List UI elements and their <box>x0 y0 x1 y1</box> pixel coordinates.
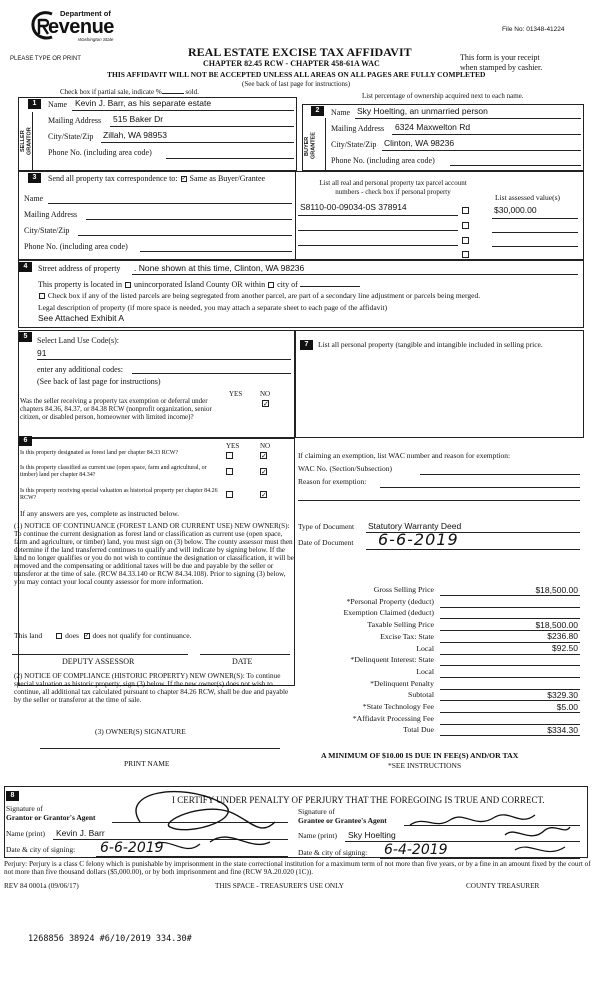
if-yes-text: If any answers are yes, complete as instructed below. <box>20 509 180 518</box>
tax-row-label: Subtotal <box>408 690 434 700</box>
tax-row-label: *State Technology Fee <box>362 702 434 711</box>
buyer-city-label: City/State/Zip <box>331 140 377 149</box>
buyer-city-value: Clinton, WA 98236 <box>384 138 455 148</box>
historic-no-checkbox[interactable]: ✓ <box>261 491 267 499</box>
street-value: . None shown at this time, Clinton, WA 98236 <box>134 263 305 273</box>
grantee-date-label: Date & city of signing: <box>298 848 368 857</box>
minimum-fee-text: A MINIMUM OF $10.00 IS DUE IN FEE(S) AND/OR TAX <box>321 751 519 760</box>
perjury-text: Perjury: Perjury is a class C felony which is punishable by imprisonment in the state correctional institution for a maximum term of not more than five years, or by a fine in an amount fixed by the court of not more than five thousand dollars ($5,000.00), or by both imprisonment and fine (RCW 9A.20.020 (1C)). <box>4 860 591 877</box>
located-text: This property is located in unincorporated Island County OR within city of <box>38 280 360 289</box>
wac-number-label: WAC No. (Section/Subsection) <box>298 464 392 473</box>
grantee-name-value: Sky Hoelting <box>348 830 396 840</box>
section-6-number: 6 <box>19 436 32 446</box>
grantor-date-label: Date & city of signing: <box>6 845 76 854</box>
tax-row-label: Local <box>416 666 434 676</box>
seller-mailing-label: Mailing Address <box>48 116 102 125</box>
tax-row-value: $329.30 <box>547 689 578 700</box>
print-name-label: PRINT NAME <box>124 759 170 768</box>
grantor-signature <box>100 782 300 862</box>
form-chapter: CHAPTER 82.45 RCW - CHAPTER 458-61A WAC <box>203 59 380 68</box>
grantee-sig-label-1: Signature of <box>298 807 335 816</box>
see-instructions-text: *SEE INSTRUCTIONS <box>388 761 462 770</box>
grantee-name-label: Name (print) <box>298 831 337 840</box>
treasurer-space-text: THIS SPACE - TREASURER'S USE ONLY <box>215 882 344 890</box>
s6-no-header: NO <box>260 442 271 450</box>
grantor-date-value: 6-6-2019 <box>100 840 164 856</box>
personal-property-checkbox-1[interactable] <box>462 207 469 214</box>
legal-desc-value: See Attached Exhibit A <box>38 313 125 323</box>
certify-text: I CERTIFY UNDER PENALTY OF PERJURY THAT THE FOREGOING IS TRUE AND CORRECT. <box>172 795 545 805</box>
grantor-name-value: Kevin J. Barr <box>56 828 105 838</box>
section-2-number: 2 <box>311 106 324 116</box>
tax-row-label: Total Due <box>403 725 434 735</box>
buyer-side-label: BUYER GRANTEE <box>304 132 317 160</box>
doc-type-label: Type of Document <box>298 522 355 531</box>
parcel-number-1: S8110-00-09034-0S 378914 <box>300 202 407 212</box>
land-use-see-back: (See back of last page for instructions) <box>37 377 161 386</box>
tax-row-value: $18,500.00 <box>535 619 578 630</box>
legal-desc-label: Legal description of property (if more space is needed, you may attach a separate sheet to each page of the affidavit) <box>38 303 388 312</box>
historic-question: Is this property receiving special valuation as historical property per chapter 84.26 RCW? <box>20 488 218 501</box>
s6-yes-header: YES <box>226 442 240 450</box>
exemption-no-checkbox[interactable]: ✓ <box>263 400 269 408</box>
cashier-stamp: 1268856 38924 #6/10/2019 334.30# <box>28 934 192 944</box>
same-as-buyer-checkbox[interactable]: ✓ <box>181 176 187 183</box>
tax-row-label: Exemption Claimed (deduct) <box>343 608 434 618</box>
receipt-text-1: This form is your receipt <box>460 53 540 62</box>
assessed-value-1: $30,000.00 <box>494 205 537 215</box>
tax-row-value: $334.30 <box>547 724 578 735</box>
parcel-header-1: List all real and personal property tax parcel account <box>319 179 467 187</box>
grantee-date-value: 6-4-2019 <box>384 842 448 858</box>
land-use-label: Select Land Use Code(s): <box>37 336 119 345</box>
exemption-reason-label: Reason for exemption: <box>298 477 367 486</box>
historic-yes-checkbox[interactable] <box>226 491 233 498</box>
grantor-sig-label-1: Signature of <box>6 804 43 813</box>
corr-phone-label: Phone No. (including area code) <box>24 242 128 251</box>
buyer-mailing-label: Mailing Address <box>331 124 385 133</box>
tax-row-label: *Delinquent Interest: State <box>350 655 434 665</box>
rev-number: REV 84 0001a (09/06/17) <box>4 882 79 890</box>
section-8-number: 8 <box>6 791 19 801</box>
land-use-no-header: NO <box>260 390 271 398</box>
buyer-name-label: Name <box>331 108 351 117</box>
buyer-phone-label: Phone No. (including area code) <box>331 156 435 165</box>
corr-mailing-label: Mailing Address <box>24 210 78 219</box>
corr-name-label: Name <box>24 194 44 203</box>
current-use-question: Is this property classified as current use (open space, farm and agricultural, or timber) land per chapter 84.34? <box>20 465 207 478</box>
grantee-sig-label-2: Grantee or Grantee's Agent <box>298 816 387 825</box>
seller-phone-label: Phone No. (including area code) <box>48 148 152 157</box>
section-7-number: 7 <box>300 340 313 350</box>
tax-row-value: $18,500.00 <box>535 584 578 595</box>
section-3-number: 3 <box>28 173 41 183</box>
grantor-name-label: Name (print) <box>6 829 45 838</box>
tax-row-label: *Personal Property (deduct) <box>346 596 434 606</box>
segregated-checkbox[interactable] <box>39 293 45 299</box>
qualify-text: This land does ✓ does not qualify for continuance. <box>14 631 192 640</box>
corr-city-label: City/State/Zip <box>24 226 70 235</box>
street-label: Street address of property <box>38 264 121 273</box>
tax-row-value: $236.80 <box>547 631 578 642</box>
land-use-code: 91 <box>37 348 47 358</box>
please-type-text: PLEASE TYPE OR PRINT <box>10 56 81 62</box>
personal-property-text: List all personal property (tangible and intangible included in selling price. <box>318 340 543 349</box>
grantee-signature <box>405 805 575 865</box>
notice-of-continuance: (1) NOTICE OF CONTINUANCE (FOREST LAND OR CURRENT USE) NEW OWNER(S): To continue the current designation as forest land or classification as current use (open space, farm and agriculture, or timber) land, you must sign on (3) below. The county assessor must then determine if the land transferred continues to qualify and will indicate by signing below. If the land no longer qualifies or you do not wish to continue the designation or classification, it will be removed and the compensating or additional taxes will be due and payable by the seller or transferor at the time of sale. (RCW 84.33.140 or RCW 84.34.108). Prior to signing (3) below, you may contact your local county assessor for more information. <box>14 522 294 587</box>
state-text: Washington State <box>78 37 114 42</box>
deputy-assessor-label: DEPUTY ASSESSOR <box>62 657 135 666</box>
warning-text: THIS AFFIDAVIT WILL NOT BE ACCEPTED UNLESS ALL AREAS ON ALL PAGES ARE FULLY COMPLETED <box>107 70 486 79</box>
buyer-name-value: Sky Hoelting, an unmarried person <box>357 106 488 116</box>
tax-row-label: Excise Tax: State <box>380 631 434 641</box>
seller-name-value: Kevin J. Barr, as his separate estate <box>75 98 212 108</box>
seller-side-label: SELLER GRANTOR <box>20 127 33 155</box>
doc-date-label: Date of Document <box>298 538 354 547</box>
tax-row-label: *Affidavit Processing Fee <box>352 713 434 723</box>
personal-property-checkbox-4[interactable] <box>462 251 469 258</box>
within-city-checkbox[interactable] <box>268 282 274 288</box>
land-use-yes-header: YES <box>229 390 243 398</box>
tax-row-label: *Delinquent Penalty <box>370 678 434 688</box>
ownership-text: List percentage of ownership acquired next to each name. <box>362 92 524 100</box>
correspondence-text: Send all property tax correspondence to: ✓ Same as Buyer/Grantee <box>48 174 266 183</box>
seller-city-label: City/State/Zip <box>48 132 94 141</box>
seller-city-value: Zillah, WA 98953 <box>103 130 167 140</box>
section-4-number: 4 <box>19 262 32 272</box>
dept-of-text: Department of <box>60 9 111 18</box>
deputy-date-label: DATE <box>232 657 253 666</box>
county-treasurer-text: COUNTY TREASURER <box>466 882 540 890</box>
buyer-mailing-value: 6324 Maxwelton Rd <box>395 122 471 132</box>
tax-row-label: Taxable Selling Price <box>367 620 434 630</box>
see-back-text: (See back of last page for instructions) <box>242 80 351 88</box>
segregated-text: Check box if any of the listed parcels are being segregated from another parcel, are part of a secondary line adjustment or parcels being merged. <box>38 292 480 301</box>
does-not-qualify-checkbox[interactable]: ✓ <box>84 633 90 640</box>
current-use-no-checkbox[interactable]: ✓ <box>261 468 267 476</box>
personal-property-checkbox-3[interactable] <box>462 237 469 244</box>
doc-type-value: Statutory Warranty Deed <box>368 521 462 531</box>
seller-mailing-value: 515 Baker Dr <box>113 114 164 124</box>
seller-name-label: Name <box>48 100 68 109</box>
forest-land-question: Is this property designated as forest land per chapter 84.33 RCW? <box>20 450 179 456</box>
file-number: File No: 01348-41224 <box>502 26 565 33</box>
grantor-sig-label-2: Grantor or Grantor's Agent <box>6 813 96 822</box>
current-use-yes-checkbox[interactable] <box>226 468 233 475</box>
forest-yes-checkbox[interactable] <box>226 452 233 459</box>
does-qualify-checkbox[interactable] <box>56 633 62 639</box>
personal-property-checkbox-2[interactable] <box>462 222 469 229</box>
owner-signature-label: (3) OWNER(S) SIGNATURE <box>95 727 186 736</box>
tax-row-value: $92.50 <box>552 643 578 653</box>
tax-row-value: $5.00 <box>556 701 578 712</box>
tax-row-label: Gross Selling Price <box>373 585 434 594</box>
forest-no-checkbox[interactable]: ✓ <box>261 452 267 460</box>
partial-sale-text: Check box if partial sale, indicate % sold. <box>60 88 199 96</box>
receipt-text-2: when stamped by cashier. <box>460 63 543 72</box>
revenue-logo-text: evenue <box>48 16 114 38</box>
form-title: REAL ESTATE EXCISE TAX AFFIDAVIT <box>188 45 412 59</box>
unincorporated-checkbox[interactable] <box>125 282 131 288</box>
exemption-claim-text: If claiming an exemption, list WAC number and reason for exemption: <box>298 451 511 460</box>
assessed-value-header: List assessed value(s) <box>495 193 560 202</box>
section-5-number: 5 <box>19 332 32 342</box>
section-1-number: 1 <box>28 99 41 109</box>
tax-exemption-question: Was the seller receiving a property tax exemption or deferral under chapters 84.36, 84.37, or 84.38 RCW (nonprofit organization, senior citizen, or disabled person, homeowner with limited income)? <box>20 397 212 422</box>
additional-codes-label: enter any additional codes: <box>37 365 123 374</box>
tax-row-label: Local <box>416 643 434 653</box>
parcel-header-2: numbers - check box if personal property <box>335 188 451 196</box>
doc-date-value: 6-6-2019 <box>378 530 459 549</box>
notice-of-compliance: (2) NOTICE OF COMPLIANCE (HISTORIC PROPERTY) NEW OWNER(S): To continue special valuation as historic property, sign (3) below. If the new owner(s) does not wish to continue, all additional tax calculated pursuant to chapter 84.26 RCW, shall be due and payable by the seller or transferor at the time of sale. <box>14 672 289 705</box>
